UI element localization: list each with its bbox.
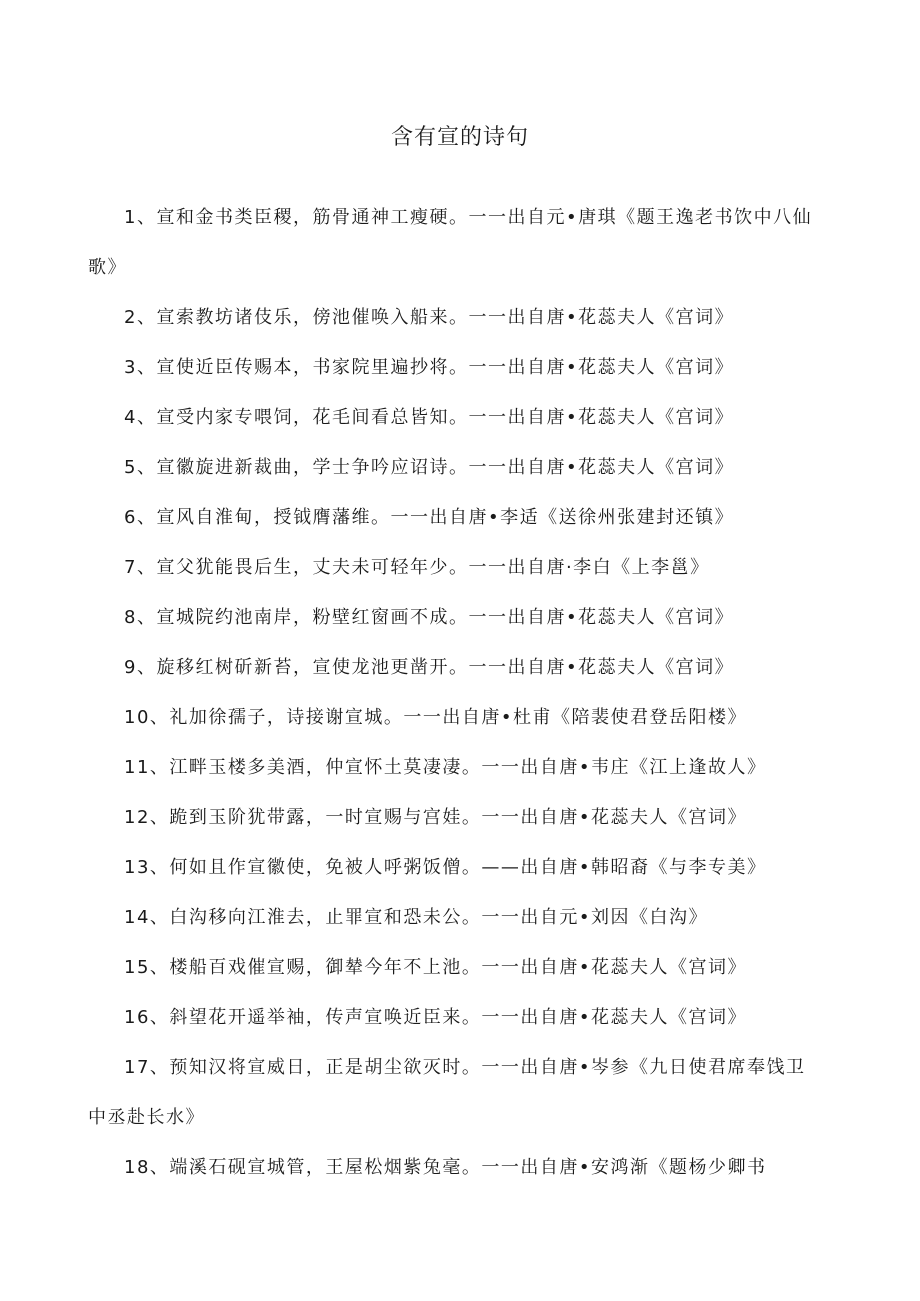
poem-entry-11: 11、江畔玉楼多美酒，仲宣怀土莫凄凄。一一出自唐•韦庄《江上逢故人》	[124, 757, 767, 778]
poem-entry-9: 9、旋移红树斫新苔，宣使龙池更凿开。一一出自唐•花蕊夫人《宫词》	[124, 657, 735, 678]
poem-entry-1: 1、宣和金书类臣稷，筋骨通神工瘦硬。一一出自元•唐琪《题王逸老书饮中八仙歌》	[88, 207, 813, 278]
poem-entry-8: 8、宣城院约池南岸，粉壁红窗画不成。一一出自唐•花蕊夫人《宫词》	[124, 607, 735, 628]
poem-entry-18: 18、端溪石砚宣城管，王屋松烟紫兔毫。一一出自唐•安鸿渐《题杨少卿书	[124, 1157, 767, 1178]
poem-entry-12: 12、跪到玉阶犹带露，一时宣赐与宫娃。一一出自唐•花蕊夫人《宫词》	[124, 807, 748, 828]
poem-entry-15: 15、楼船百戏催宣赐，御辇今年不上池。一一出自唐•花蕊夫人《宫词》	[124, 957, 748, 978]
poem-entry-10: 10、礼加徐孺子，诗接谢宣城。一一出自唐•杜甫《陪裴使君登岳阳楼》	[124, 707, 748, 728]
poem-entry-16: 16、斜望花开遥举袖，传声宣唤近臣来。一一出自唐•花蕊夫人《宫词》	[124, 1007, 748, 1028]
poem-entry-17: 17、预知汉将宣威日，正是胡尘欲灭时。一一出自唐•岑参《九日使君席奉饯卫中丞赴长水》	[88, 1057, 806, 1128]
poem-entry-14: 14、白沟移向江淮去，止罪宣和恐未公。一一出自元•刘因《白沟》	[124, 907, 709, 928]
poem-entry-4: 4、宣受内家专喂饲，花毛间看总皆知。一一出自唐•花蕊夫人《宫词》	[124, 407, 735, 428]
poem-entry-6: 6、宣风自淮甸，授钺膺藩维。一一出自唐•李适《送徐州张建封还镇》	[124, 507, 735, 528]
poem-entry-2: 2、宣索教坊诸伎乐，傍池催唤入船来。一一出自唐•花蕊夫人《宫词》	[124, 307, 735, 328]
poem-list	[88, 193, 824, 1193]
poem-entry-7: 7、宣父犹能畏后生，丈夫未可轻年少。一一出自唐·李白《上李邕》	[124, 557, 710, 578]
page-title: 含有宣的诗句	[390, 125, 529, 150]
poem-entry-5: 5、宣徽旋进新裁曲，学士争吟应诏诗。一一出自唐•花蕊夫人《宫词》	[124, 457, 735, 478]
poem-entry-13: 13、何如且作宣徽使，免被人呼粥饭僧。——出自唐•韩昭裔《与李专美》	[124, 857, 767, 878]
poem-entry-3: 3、宣使近臣传赐本，书家院里遍抄将。一一出自唐•花蕊夫人《宫词》	[124, 357, 735, 378]
